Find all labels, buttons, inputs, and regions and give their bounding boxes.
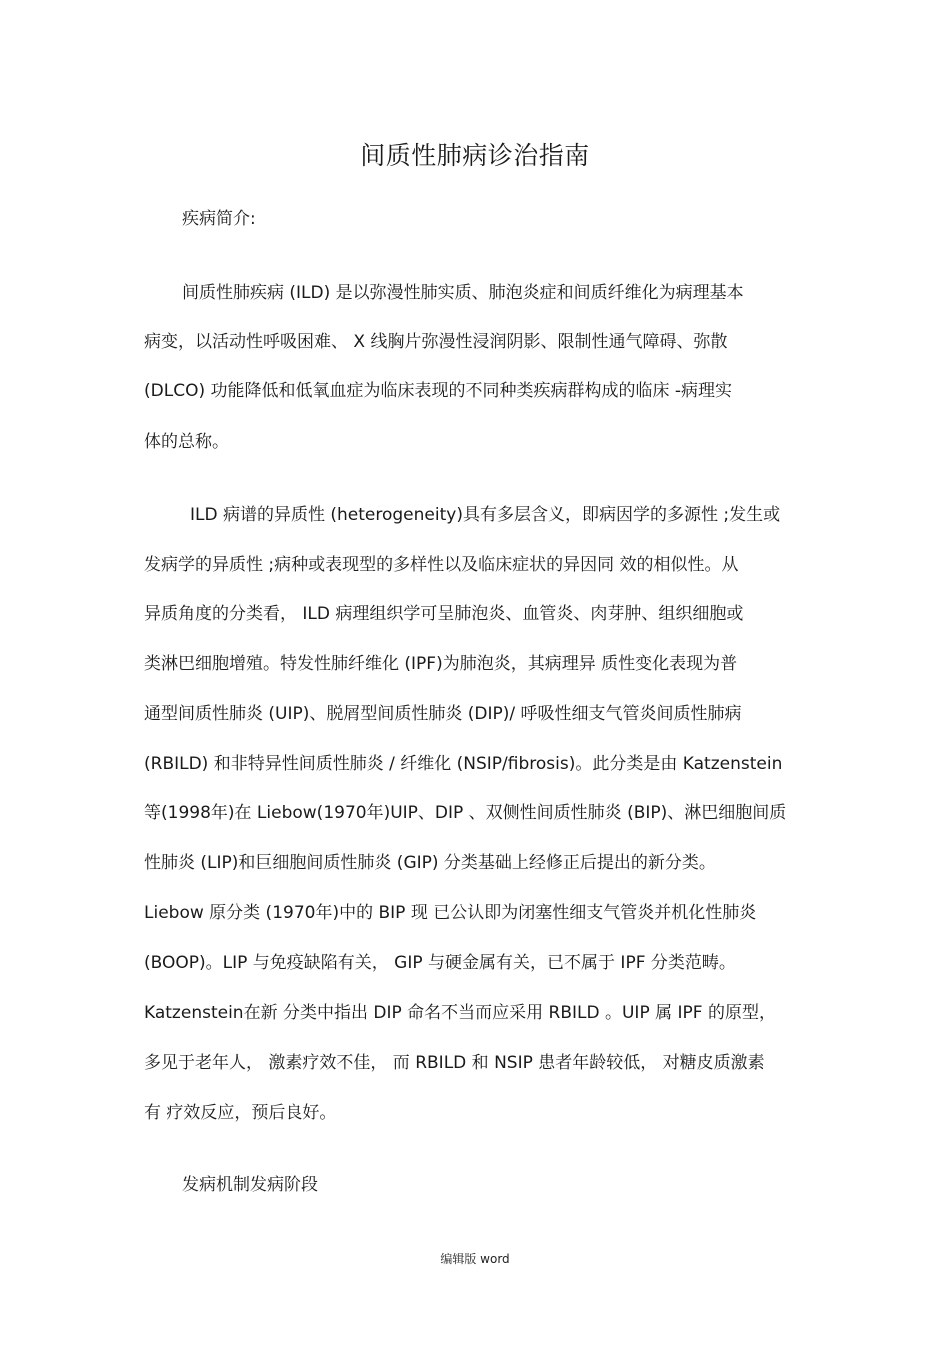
paragraph2-line: 异质角度的分类看， ILD 病理组织学可呈肺泡炎、血管炎、肉芽肿、组织细胞或: [144, 604, 744, 624]
paragraph2-line: ILD 病谱的异质性 (heterogeneity)具有多层含义，即病因学的多源性 ;发生或: [190, 505, 781, 525]
paragraph1-line: 体的总称。: [144, 432, 229, 452]
paragraph2-line: 多见于老年人， 激素疗效不佳， 而 RBILD 和 NSIP 患者年龄较低， 对糖皮质激素: [144, 1053, 765, 1073]
section-heading-pathogenesis: 发病机制发病阶段: [182, 1175, 318, 1195]
document-title: 间质性肺病诊治指南: [360, 141, 590, 170]
paragraph2-line: 有 疗效反应，预后良好。: [144, 1103, 337, 1123]
section-heading-intro: 疾病简介:: [182, 209, 256, 229]
paragraph2-line: 类淋巴细胞增殖。特发性肺纤维化 (IPF)为肺泡炎，其病理异 质性变化表现为普: [144, 654, 738, 674]
paragraph1-line: 间质性肺疾病 (ILD) 是以弥漫性肺实质、肺泡炎症和间质纤维化为病理基本: [182, 283, 744, 303]
paragraph2-line: Katzenstein在新 分类中指出 DIP 命名不当而应采用 RBILD 。UIP 属 IPF 的原型，: [144, 1003, 776, 1023]
paragraph2-line: 性肺炎 (LIP)和巨细胞间质性肺炎 (GIP) 分类基础上经修正后提出的新分类。: [144, 853, 716, 873]
paragraph2-line: 发病学的异质性 ;病种或表现型的多样性以及临床症状的异因同 效的相似性。从: [144, 555, 739, 575]
paragraph1-line: 病变，以活动性呼吸困难、 X 线胸片弥漫性浸润阴影、限制性通气障碍、弥散: [144, 332, 728, 352]
paragraph1-line: (DLCO) 功能降低和低氧血症为临床表现的不同种类疾病群构成的临床 -病理实: [144, 381, 733, 401]
paragraph2-line: 等(1998年)在 Liebow(1970年)UIP、DIP 、双侧性间质性肺炎 (BIP)、淋巴细胞间质: [144, 803, 787, 823]
paragraph2-line: (BOOP)。LIP 与免疫缺陷有关， GIP 与硬金属有关，已不属于 IPF 分类范畴。: [144, 953, 736, 973]
paragraph2-line: (RBILD) 和非特异性间质性肺炎 / 纤维化 (NSIP/fibrosis)。此分类是由 Katzenstein: [144, 754, 783, 774]
page-footer: 编辑版 word: [440, 1252, 510, 1266]
paragraph2-line: 通型间质性肺炎 (UIP)、脱屑型间质性肺炎 (DIP)/ 呼吸性细支气管炎间质性肺病: [144, 704, 742, 724]
paragraph2-line: Liebow 原分类 (1970年)中的 BIP 现 已公认即为闭塞性细支气管炎并机化性肺炎: [144, 903, 757, 923]
